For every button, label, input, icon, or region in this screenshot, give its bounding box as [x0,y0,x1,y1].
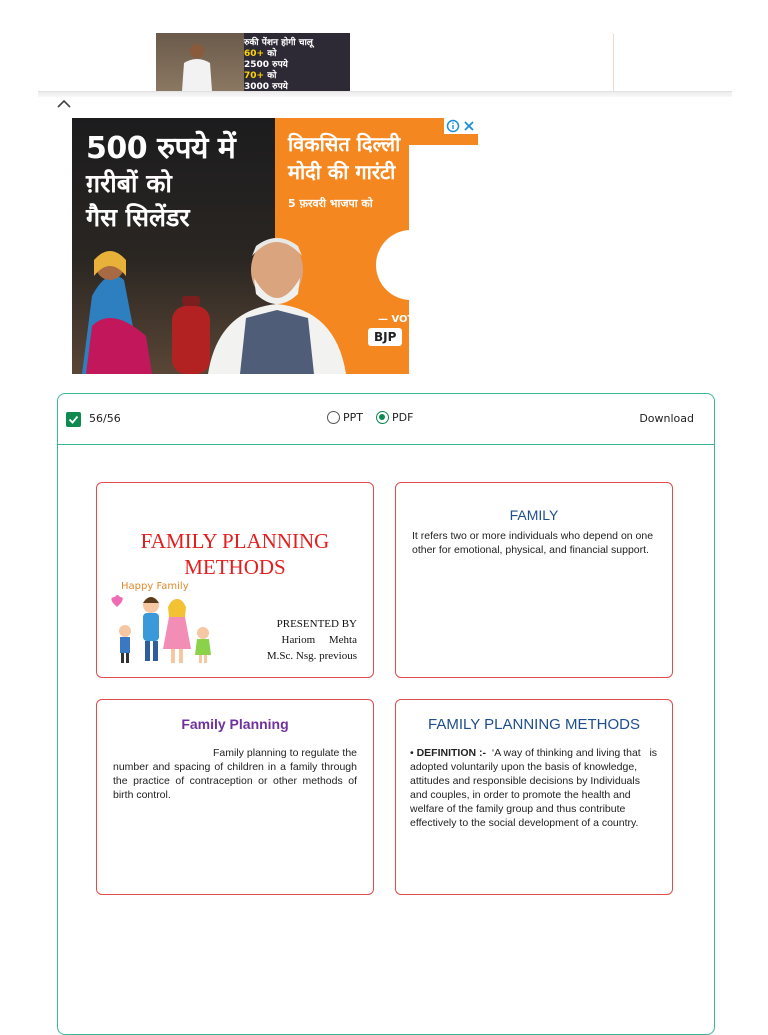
radio-pdf[interactable] [376,411,389,424]
ad-orange-line-2: मोदी की गारंटी [288,160,396,184]
ad-top-line4b: को [264,71,277,81]
ad-top-line4a: 70+ [244,71,265,81]
format-option-ppt[interactable] [327,411,363,424]
slide-1-presenter [267,616,357,664]
slide-2-body: It refers two or more individuals who depend on one other for emotional, physical, and financial support. [412,530,654,556]
page-count: 56/56 [89,412,121,425]
slide-1-title-line2: METHODS [184,555,286,579]
slide-3-heading: Family Planning [181,716,289,732]
ad-text-panel [244,33,350,91]
ad-top-line2b: को [264,49,277,59]
viewer-toolbar [58,394,714,445]
ad-man-image [178,41,216,91]
ad-party-badge: BJP [368,328,402,346]
bullet-icon: • [410,747,417,759]
ad-top-line5: 3000 रुपये [244,82,288,91]
checkmark-icon [68,414,79,425]
slide-4-body [410,746,660,830]
slide-3-body: Family planning to regulate the number and spacing of children in a family through the practice of contraception or other methods of birth control. [113,747,357,801]
slide-4-definition-label: DEFINITION :- [416,747,487,759]
ad-vote-text: — VOTE [378,314,422,325]
radio-pdf-label: PDF [392,411,414,424]
slide-1-presenter-name: Hariom Mehta [281,634,357,646]
slide-2-heading: FAMILY [509,507,559,523]
happy-family-illustration [103,577,221,673]
ad-separator [38,91,732,97]
slide-1-presented-by: PRESENTED BY [276,618,357,630]
slide-1-title [97,528,373,580]
ad-orange-line-3: 5 फ़रवरी भाजपा को [288,197,373,210]
radio-ppt[interactable] [327,411,340,424]
ad-top-line1: रुकी पेंशन होगी चालू [244,38,313,48]
radio-ppt-label: PPT [343,411,363,424]
illustration-caption: Happy Family [121,581,189,592]
ad-choices-icon[interactable] [444,118,478,134]
format-option-pdf[interactable] [376,411,413,424]
ad-orange-line-1: विकसित दिल्ली [288,132,401,156]
slide-thumbnail-3[interactable] [96,699,374,895]
ad-headline-1: 500 रुपये में [86,131,236,166]
top-banner-ad[interactable] [156,33,350,91]
lotus-logo-icon [376,230,446,300]
slide-1-presenter-detail: M.Sc. Nsg. previous [266,650,357,662]
download-button[interactable]: Download [639,412,694,425]
slide-thumbnail-2[interactable] [395,482,673,678]
chevron-up-icon[interactable] [55,97,73,111]
slide-1-title-line1: FAMILY PLANNING [140,529,330,553]
slide-4-definition-text: ‘A way of thinking and living that is adopted voluntarily upon the basis of knowledge, attitudes and responsible decisions by Individuals and couples, in order to promote the health and welfare of the family group and thus contribute effectively to the social development of a country. [410,747,660,829]
ad-headline-3: गैस सिलेंडर [86,203,190,232]
ad-top-line2a: 60+ [244,49,265,59]
main-banner-ad[interactable] [72,118,478,374]
slide-4-heading: FAMILY PLANNING METHODS [428,716,640,733]
divider [613,34,614,92]
slide-thumbnail-4[interactable] [395,699,673,895]
select-all-checkbox[interactable] [66,412,81,427]
ad-headline-2: ग़रीबों को [86,169,172,198]
ad-leader-image [198,218,356,374]
ad-top-line3: 2500 रुपये [244,60,288,70]
slide-thumbnail-1[interactable] [96,482,374,678]
